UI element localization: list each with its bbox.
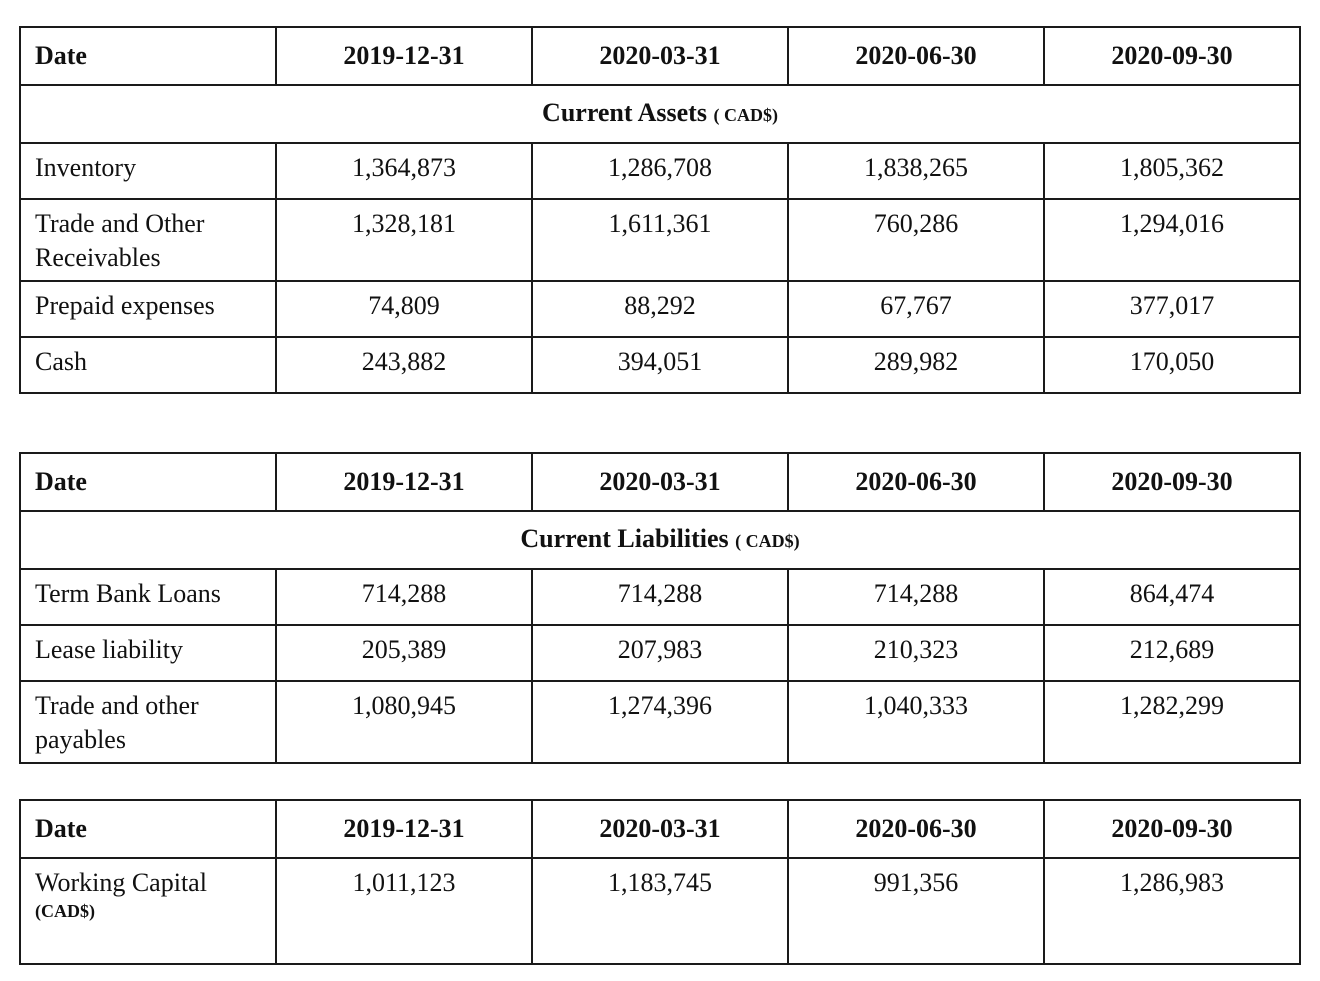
row-label: Trade and other payables [20,681,276,763]
section-title [20,511,1300,569]
section-unit: ( CAD$) [713,105,778,125]
date-col-1: 2019-12-31 [276,453,532,511]
cell: 88,292 [532,281,788,337]
date-col-2: 2020-03-31 [532,800,788,858]
cell: 1,274,396 [532,681,788,763]
cell: 1,286,708 [532,143,788,199]
table-row [20,337,1300,393]
header-row [20,800,1300,858]
date-header: Date [20,453,276,511]
cell: 1,183,745 [532,858,788,964]
cell: 394,051 [532,337,788,393]
cell: 207,983 [532,625,788,681]
cell: 1,080,945 [276,681,532,763]
cell: 760,286 [788,199,1044,281]
cell: 210,323 [788,625,1044,681]
section-row [20,511,1300,569]
row-label: Lease liability [20,625,276,681]
header-row [20,453,1300,511]
date-col-4: 2020-09-30 [1044,800,1300,858]
cell: 289,982 [788,337,1044,393]
table-row [20,143,1300,199]
cell: 74,809 [276,281,532,337]
cell: 1,364,873 [276,143,532,199]
section-title-text: Current Liabilities [520,524,729,553]
date-col-1: 2019-12-31 [276,27,532,85]
cell: 1,328,181 [276,199,532,281]
cell: 377,017 [1044,281,1300,337]
row-label: Term Bank Loans [20,569,276,625]
table-row [20,199,1300,281]
table-row [20,569,1300,625]
header-row [20,27,1300,85]
cell: 1,838,265 [788,143,1044,199]
cell: 1,294,016 [1044,199,1300,281]
current-liabilities-table [19,452,1301,764]
section-unit: ( CAD$) [735,531,800,551]
table-row [20,858,1300,964]
section-title-text: Current Assets [542,98,707,127]
row-label: Working Capital [35,868,207,897]
section-row [20,85,1300,143]
date-header: Date [20,27,276,85]
cell: 205,389 [276,625,532,681]
cell: 243,882 [276,337,532,393]
date-col-2: 2020-03-31 [532,453,788,511]
date-header: Date [20,800,276,858]
cell: 1,805,362 [1044,143,1300,199]
cell: 1,611,361 [532,199,788,281]
date-col-3: 2020-06-30 [788,27,1044,85]
cell: 714,288 [532,569,788,625]
cell: 714,288 [788,569,1044,625]
cell: 67,767 [788,281,1044,337]
cell: 1,286,983 [1044,858,1300,964]
cell: 864,474 [1044,569,1300,625]
date-col-2: 2020-03-31 [532,27,788,85]
cell: 1,282,299 [1044,681,1300,763]
row-label: Cash [20,337,276,393]
cell: 714,288 [276,569,532,625]
cell: 170,050 [1044,337,1300,393]
cell: 1,011,123 [276,858,532,964]
row-label: Trade and Other Receivables [20,199,276,281]
current-assets-table [19,26,1301,394]
cell: 1,040,333 [788,681,1044,763]
cell: 991,356 [788,858,1044,964]
table-row [20,281,1300,337]
table-row [20,625,1300,681]
date-col-1: 2019-12-31 [276,800,532,858]
row-label-cell [20,858,276,964]
row-unit: (CAD$) [35,901,95,921]
working-capital-table [19,799,1301,965]
date-col-3: 2020-06-30 [788,453,1044,511]
cell: 212,689 [1044,625,1300,681]
row-label: Prepaid expenses [20,281,276,337]
table-row [20,681,1300,763]
date-col-4: 2020-09-30 [1044,453,1300,511]
date-col-4: 2020-09-30 [1044,27,1300,85]
row-label: Inventory [20,143,276,199]
date-col-3: 2020-06-30 [788,800,1044,858]
section-title [20,85,1300,143]
